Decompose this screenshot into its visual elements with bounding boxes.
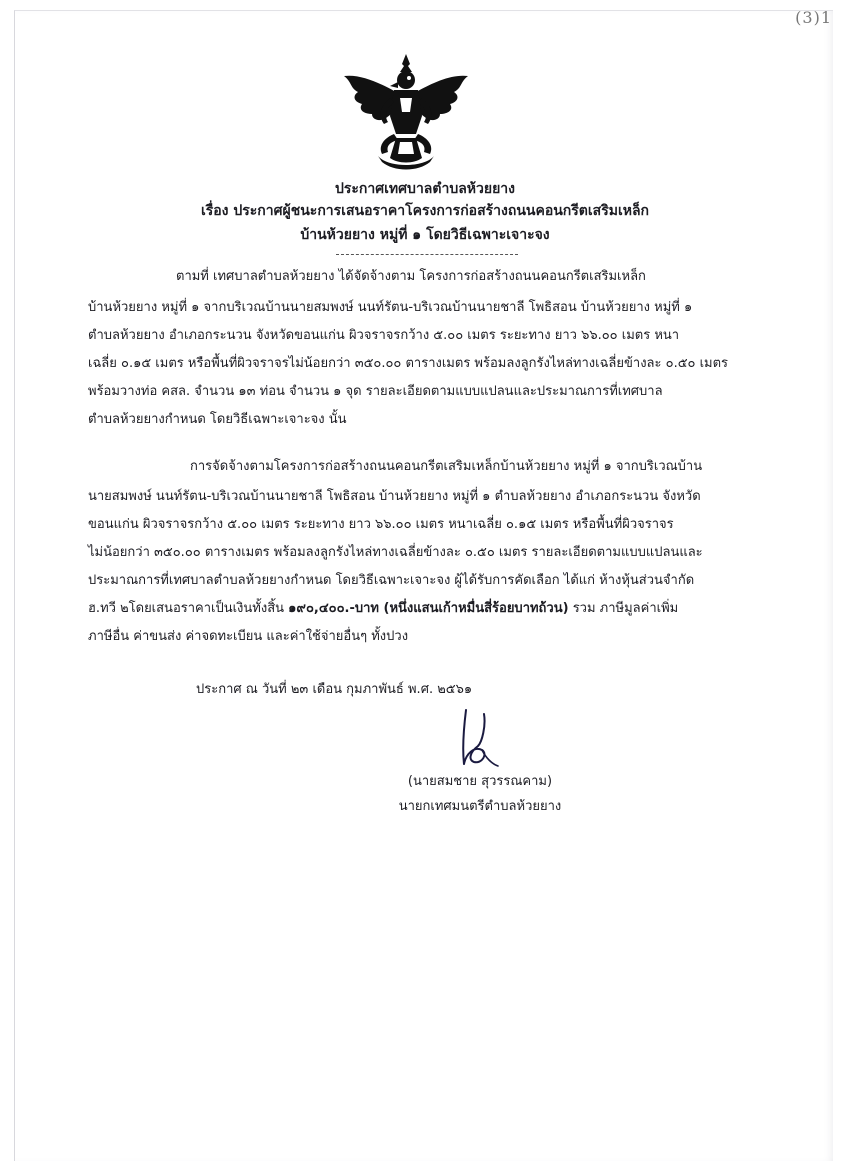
para2-line-amount [88, 600, 678, 618]
amount-suffix: รวม ภาษีมูลค่าเพิ่ม [568, 601, 679, 616]
para2-line: นายสมพงษ์ นนท์รัตน-บริเวณบ้านนายชาลี โพธิสอน บ้านห้วยยาง หมู่ที่ ๑ ตำบลห้วยยาง อำเภอกระนวน จังหวัด [88, 489, 701, 504]
para2-line: ประมาณการที่เทศบาลตำบลห้วยยางกำหนด โดยวิธีเฉพาะเจาะจง ผู้ได้รับการคัดเลือก ได้แก่ ห้างหุ้นส่วนจำกัด [88, 573, 695, 588]
header-organization: ประกาศเทศบาลตำบลห้วยยาง [335, 181, 515, 197]
contract-amount: ๑๙๐,๔๐๐.-บาท [288, 601, 379, 616]
handwritten-signature [452, 706, 502, 770]
para2-line: ขอนแก่น ผิวจราจรกว้าง ๕.๐๐ เมตร ระยะทาง ยาว ๖๖.๐๐ เมตร หนาเฉลี่ย ๐.๑๕ เมตร หรือพื้นที่ผิวจราจร [88, 517, 674, 532]
para2-line: ไม่น้อยกว่า ๓๕๐.๐๐ ตารางเมตร พร้อมลงลูกรังไหล่ทางเฉลี่ยข้างละ ๐.๕๐ เมตร รายละเอียดตามแบบแปลนและ [88, 545, 703, 560]
contract-amount-words: (หนึ่งแสนเก้าหมื่นสี่ร้อยบาทถ้วน) [378, 601, 569, 616]
para2-line: ภาษีอื่น ค่าขนส่ง ค่าจดทะเบียน และค่าใช้จ่ายอื่นๆ ทั้งปวง [88, 629, 409, 644]
para1-line: ตำบลห้วยยางกำหนด โดยวิธีเฉพาะเจาะจง นั้น [88, 412, 347, 427]
para1-line: ตำบลห้วยยาง อำเภอกระนวน จังหวัดขอนแก่น ผิวจราจรกว้าง ๕.๐๐ เมตร ระยะทาง ยาว ๖๖.๐๐ เมตร หนา [88, 328, 680, 343]
header-subject-cont: บ้านห้วยยาง หมู่ที่ ๑ โดยวิธีเฉพาะเจาะจง [300, 227, 550, 243]
page-number-mark: (3)1 [795, 8, 832, 27]
para1-line: บ้านห้วยยาง หมู่ที่ ๑ จากบริเวณบ้านนายสมพงษ์ นนท์รัตน-บริเวณบ้านนายชาลี โพธิสอน บ้านห้วยยาง หมู่ที่ ๑ [88, 300, 693, 315]
signatory-name: (นายสมชาย สุวรรณคาม) [407, 774, 553, 789]
para1-line: เฉลี่ย ๐.๑๕ เมตร หรือพื้นที่ผิวจราจรไม่น้อยกว่า ๓๕๐.๐๐ ตารางเมตร พร้อมลงลูกรังไหล่ทางเฉลี่ยข้างละ ๐.๕๐ เมตร [88, 356, 729, 371]
header-subject: เรื่อง ประกาศผู้ชนะการเสนอราคาโครงการก่อสร้างถนนคอนกรีตเสริมเหล็ก [200, 203, 650, 219]
garuda-emblem [338, 52, 474, 172]
signatory-position: นายกเทศมนตรีตำบลห้วยยาง [398, 799, 562, 814]
announce-date: ประกาศ ณ วันที่ ๒๓ เดือน กุมภาพันธ์ พ.ศ. ๒๕๖๑ [196, 682, 473, 697]
para1-line: พร้อมวางท่อ คสล. จำนวน ๑๓ ท่อน จำนวน ๑ จุด รายละเอียดตามแบบแปลนและประมาณการที่เทศบาล [88, 384, 663, 399]
header-divider [336, 254, 518, 255]
para1-line: ตามที่ เทศบาลตำบลห้วยยาง ได้จัดจ้างตาม โครงการก่อสร้างถนนคอนกรีตเสริมเหล็ก [176, 269, 646, 284]
amount-prefix: ฮ.ทวี ๒โดยเสนอราคาเป็นเงินทั้งสิ้น [88, 601, 289, 616]
para2-line: การจัดจ้างตามโครงการก่อสร้างถนนคอนกรีตเสริมเหล็กบ้านห้วยยาง หมู่ที่ ๑ จากบริเวณบ้าน [190, 459, 703, 474]
